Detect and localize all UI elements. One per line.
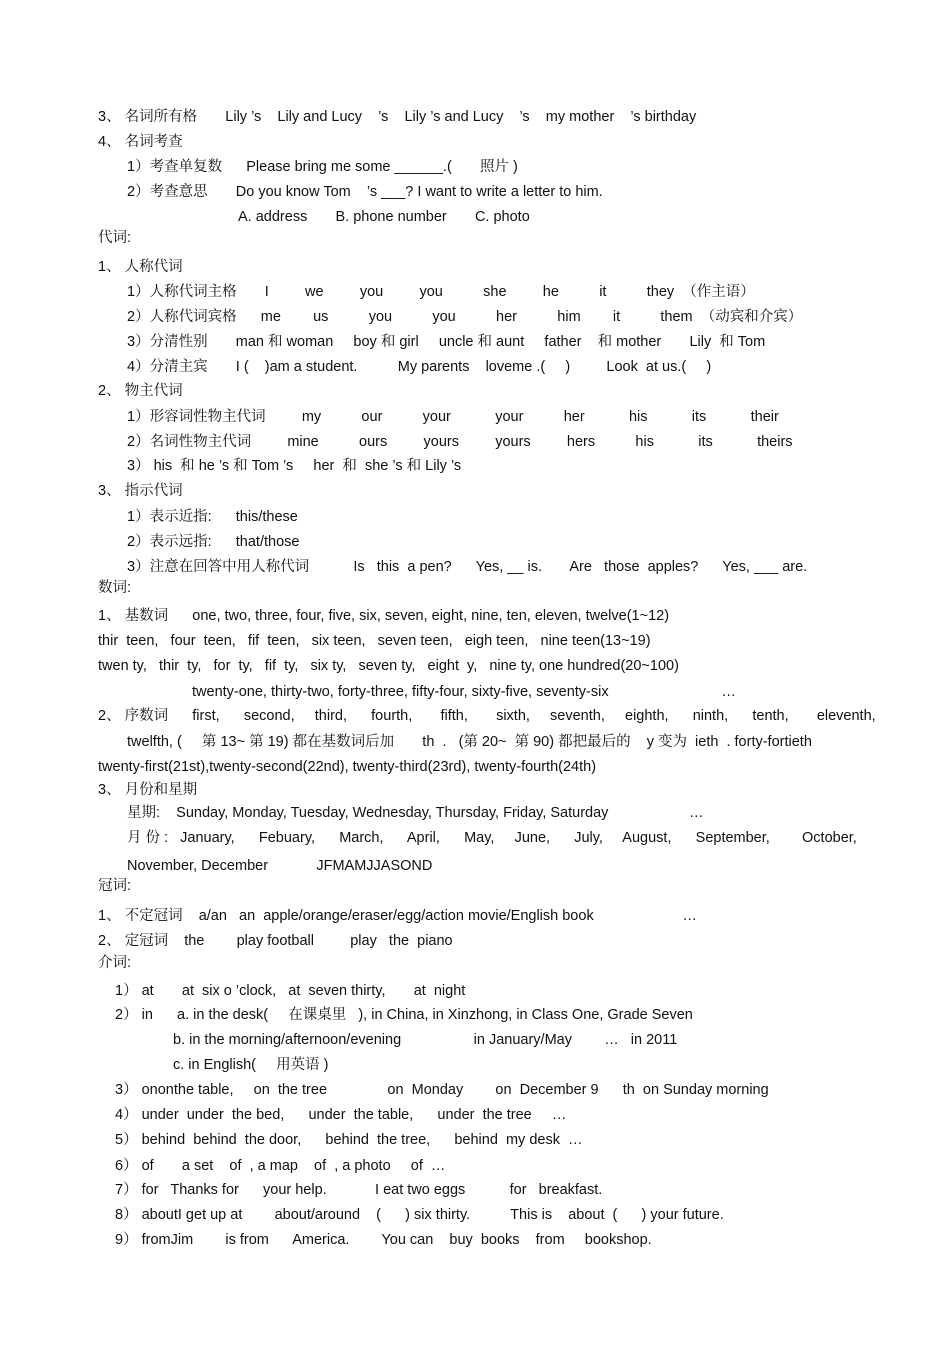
- text-line: A. address B. phone number C. photo: [238, 209, 530, 225]
- text-line: 3、 指示代词: [98, 483, 183, 499]
- text-line: 2）考查意思 Do you know Tom ’s ___? I want to write a letter to him.: [127, 184, 603, 200]
- text-line: 1） at at six o ’clock, at seven thirty, at night: [115, 983, 466, 999]
- text-line: 3）分清性别 man 和 woman boy 和 girl uncle 和 aunt father 和 mother Lily 和 Tom: [127, 334, 766, 350]
- text-line: 月 份 : January, Febuary, March, April, May, June, July, August, September, October,: [127, 830, 857, 846]
- text-line: twen ty, thir ty, for ty, fif ty, six ty, seven ty, eight y, nine ty, one hundred(20~100): [98, 658, 679, 674]
- text-line: 3） ononthe table, on the tree on Monday on December 9 th on Sunday morning: [115, 1082, 769, 1098]
- text-line: 5） behind behind the door, behind the tree, behind my desk …: [115, 1132, 583, 1148]
- text-line: 4、 名词考查: [98, 134, 183, 150]
- text-line: 2） in a. in the desk( 在课桌里 ), in China, in Xinzhong, in Class One, Grade Seven: [115, 1007, 693, 1023]
- text-line: 1）表示近指: this/these: [127, 509, 298, 525]
- text-line: twenty-first(21st),twenty-second(22nd), twenty-third(23rd), twenty-fourth(24th): [98, 759, 597, 775]
- text-line: 1）形容词性物主代词 my our your your her his its their: [127, 409, 779, 425]
- text-line: 2）名词性物主代词 mine ours yours yours hers his its theirs: [127, 434, 793, 450]
- text-line: 1、 人称代词: [98, 259, 183, 275]
- section-heading: 介词:: [98, 955, 132, 971]
- text-line: 9） fromJim is from America. You can buy books from bookshop.: [115, 1232, 652, 1248]
- text-line: 3） his 和 he ’s 和 Tom ’s her 和 she ’s 和 Lily ’s: [127, 458, 462, 474]
- text-line: 4） under under the bed, under the table, under the tree …: [115, 1107, 567, 1123]
- text-line: 1、 不定冠词 a/an an apple/orange/eraser/egg/action movie/English book …: [98, 908, 697, 924]
- text-line: 3、 月份和星期: [98, 782, 198, 798]
- text-line: c. in English( 用英语 ): [173, 1057, 329, 1073]
- text-line: 2）人称代词宾格 me us you you her him it them （动宾和介宾）: [127, 309, 803, 325]
- text-line: 3）注意在回答中用人称代词 Is this a pen? Yes, __ is. Are those apples? Yes, ___ are.: [127, 559, 808, 575]
- text-line: 1、 基数词 one, two, three, four, five, six, seven, eight, nine, ten, eleven, twelve(1~12): [98, 608, 670, 624]
- text-line: 2、 物主代词: [98, 383, 183, 399]
- text-line: 2、 定冠词 the play football play the piano: [98, 933, 453, 949]
- text-line: 1）人称代词主格 I we you you she he it they （作主语）: [127, 284, 755, 300]
- section-heading: 代词:: [98, 230, 132, 246]
- text-line: November, December JFMAMJJASOND: [127, 858, 433, 874]
- text-line: 4）分清主宾 I ( )am a student. My parents loveme .( ) Look at us.( ): [127, 359, 712, 375]
- text-line: 2、 序数词 first, second, third, fourth, fifth, sixth, seventh, eighth, ninth, tenth, eleventh,: [98, 708, 876, 724]
- text-line: twelfth, ( 第 13~ 第 19) 都在基数词后加 th . (第 20~ 第 90) 都把最后的 y 变为 ieth . forty-fortieth: [127, 734, 812, 750]
- text-line: 星期: Sunday, Monday, Tuesday, Wednesday, Thursday, Friday, Saturday …: [127, 805, 704, 821]
- text-line: 1）考查单复数 Please bring me some ______.( 照片 ): [127, 159, 518, 175]
- text-line: 3、 名词所有格 Lily ’s Lily and Lucy ’s Lily ’s and Lucy ’s my mother ’s birthday: [98, 109, 697, 125]
- section-heading: 冠词:: [98, 878, 132, 894]
- text-line: 8） aboutI get up at about/around ( ) six thirty. This is about ( ) your future.: [115, 1207, 724, 1223]
- text-line: 6） of a set of , a map of , a photo of …: [115, 1158, 446, 1174]
- text-line: twenty-one, thirty-two, forty-three, fifty-four, sixty-five, seventy-six …: [192, 684, 736, 700]
- section-heading: 数词:: [98, 580, 132, 596]
- text-line: 2）表示远指: that/those: [127, 534, 300, 550]
- text-line: 7） for Thanks for your help. I eat two eggs for breakfast.: [115, 1182, 603, 1198]
- text-line: thir teen, four teen, fif teen, six teen, seven teen, eigh teen, nine teen(13~19): [98, 633, 651, 649]
- text-line: b. in the morning/afternoon/evening in January/May … in 2011: [173, 1032, 678, 1048]
